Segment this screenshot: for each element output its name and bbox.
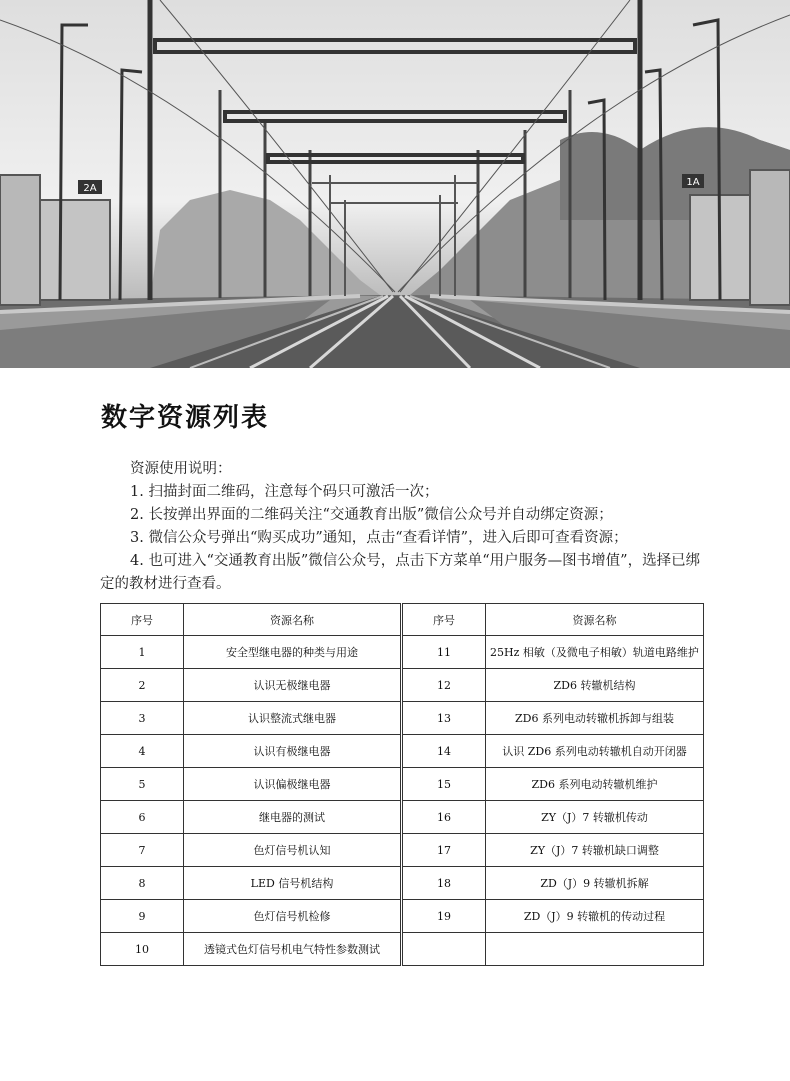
cell-name: 认识有极继电器 <box>184 735 402 768</box>
instruction-step-1: 1. 扫描封面二维码，注意每个码只可激活一次； <box>130 484 439 500</box>
cell-index: 2 <box>101 669 184 702</box>
cell-index: 16 <box>402 801 486 834</box>
table-row <box>101 867 704 900</box>
cell-index: 5 <box>101 768 184 801</box>
cell-index: 9 <box>101 900 184 933</box>
cell-name: ZY（J）7 转辙机传动 <box>486 801 704 834</box>
header-index-left: 序号 <box>101 604 184 636</box>
table-row <box>101 900 704 933</box>
cell-name: ZD6 系列电动转辙机维护 <box>486 768 704 801</box>
cell-index: 7 <box>101 834 184 867</box>
header-name-right: 资源名称 <box>486 604 704 636</box>
cell-index: 10 <box>101 933 184 966</box>
cell-name: ZY（J）7 转辙机缺口调整 <box>486 834 704 867</box>
cell-index: 11 <box>402 636 486 669</box>
cell-name: ZD6 系列电动转辙机拆卸与组装 <box>486 702 704 735</box>
resource-table <box>100 603 704 966</box>
railway-photo-icon <box>0 0 790 368</box>
platform-sign-left: 2A <box>83 183 97 194</box>
cell-name: ZD6 转辙机结构 <box>486 669 704 702</box>
table-header-row <box>101 604 704 636</box>
page-title: 数字资源列表 <box>101 403 270 433</box>
platform-sign-right: 1A <box>686 177 700 188</box>
cell-name: ZD（J）9 转辙机的传动过程 <box>486 900 704 933</box>
table-row <box>101 801 704 834</box>
table-row <box>101 669 704 702</box>
cell-index: 4 <box>101 735 184 768</box>
table-row <box>101 702 704 735</box>
cell-name: 色灯信号机认知 <box>184 834 402 867</box>
cell-index: 1 <box>101 636 184 669</box>
table-row <box>101 768 704 801</box>
table-row <box>101 636 704 669</box>
cell-index: 8 <box>101 867 184 900</box>
cell-index: 14 <box>402 735 486 768</box>
cell-index: 3 <box>101 702 184 735</box>
cell-name: 认识偏极继电器 <box>184 768 402 801</box>
header-index-right: 序号 <box>402 604 486 636</box>
cell-index: 13 <box>402 702 486 735</box>
cell-index: 18 <box>402 867 486 900</box>
instruction-step-2: 2. 长按弹出界面的二维码关注“交通教育出版”微信公众号并自动绑定资源； <box>130 507 613 523</box>
table-row <box>101 933 704 966</box>
cell-index: 15 <box>402 768 486 801</box>
cell-name: 25Hz 相敏（及微电子相敏）轨道电路维护 <box>486 636 704 669</box>
cell-index: 19 <box>402 900 486 933</box>
cell-name: 认识无极继电器 <box>184 669 402 702</box>
cell-index: 12 <box>402 669 486 702</box>
instruction-step-4: 4. 也可进入“交通教育出版”微信公众号，点击下方菜单“用户服务—图书增值”，选择已绑定的教材进行查看。 <box>100 553 701 592</box>
usage-instructions <box>100 458 706 596</box>
cell-name: 透镜式色灯信号机电气特性参数测试 <box>184 933 402 966</box>
instruction-step-3: 3. 微信公众号弹出“购买成功”通知，点击“查看详情”，进入后即可查看资源； <box>130 530 628 546</box>
header-name-left: 资源名称 <box>184 604 402 636</box>
instructions-heading: 资源使用说明： <box>130 461 232 477</box>
cell-name: 色灯信号机检修 <box>184 900 402 933</box>
table-row <box>101 834 704 867</box>
cell-name: 认识整流式继电器 <box>184 702 402 735</box>
cell-index: 6 <box>101 801 184 834</box>
cell-name: 继电器的测试 <box>184 801 402 834</box>
table-row <box>101 735 704 768</box>
cell-name <box>486 933 704 966</box>
hero-railway-image <box>0 0 790 368</box>
cell-index <box>402 933 486 966</box>
cell-name: 安全型继电器的种类与用途 <box>184 636 402 669</box>
cell-name: ZD（J）9 转辙机拆解 <box>486 867 704 900</box>
cell-index: 17 <box>402 834 486 867</box>
cell-name: 认识 ZD6 系列电动转辙机自动开闭器 <box>486 735 704 768</box>
cell-name: LED 信号机结构 <box>184 867 402 900</box>
